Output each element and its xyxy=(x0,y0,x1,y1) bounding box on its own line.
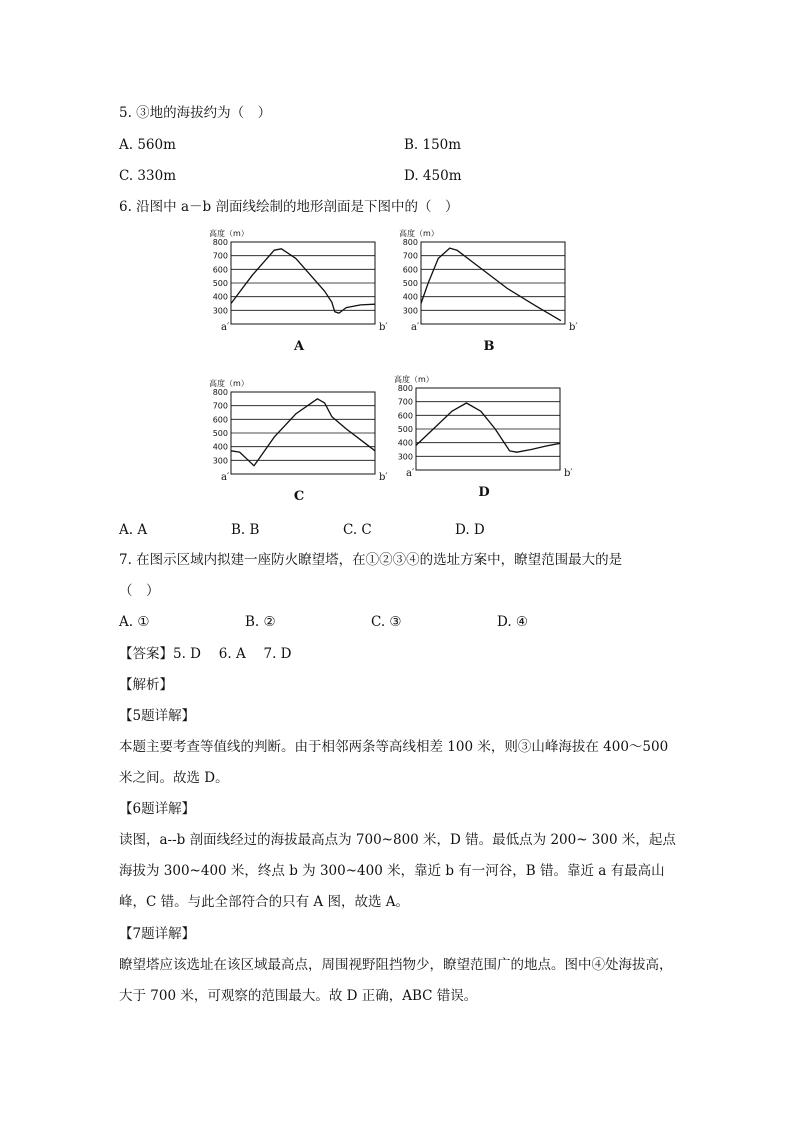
data-point xyxy=(281,248,282,249)
data-point xyxy=(466,403,467,404)
q6-detail-heading: 【6题详解】 xyxy=(119,801,196,817)
q7-option-c: C. ③ xyxy=(371,614,402,630)
tick-label: 600 xyxy=(402,265,418,275)
axis-title: 高度（m） xyxy=(209,229,249,238)
end-label: b′ xyxy=(379,472,388,483)
tick-label: 700 xyxy=(212,251,228,261)
data-point xyxy=(495,429,496,430)
tick-label: 800 xyxy=(212,238,228,247)
data-point xyxy=(295,258,296,259)
tick-label: 600 xyxy=(397,411,413,421)
data-point xyxy=(339,313,340,314)
q7-stem: 7. 在图示区域内拟建一座防火瞭望塔，在①②③④的选址方案中，瞭望范围最大的是 xyxy=(119,552,623,568)
data-point xyxy=(346,307,347,308)
profile-line xyxy=(231,249,375,313)
tick-label: 800 xyxy=(397,384,413,393)
tick-label: 400 xyxy=(212,442,228,452)
q6-option-b: B. B xyxy=(231,522,260,538)
chart-caption: C xyxy=(293,489,305,504)
tick-label: 500 xyxy=(402,279,418,288)
q6-option-c: C. C xyxy=(343,522,372,538)
data-point xyxy=(507,288,508,289)
q5-option-c: C. 330m xyxy=(119,168,176,184)
data-point xyxy=(254,465,255,466)
end-label: b′ xyxy=(569,322,578,333)
tick-label: 700 xyxy=(212,401,228,411)
tick-label: 400 xyxy=(397,438,413,448)
data-point xyxy=(421,303,422,304)
data-point xyxy=(231,303,232,304)
profile-chart-d xyxy=(390,372,573,502)
data-point xyxy=(239,452,240,453)
start-label: a′ xyxy=(221,322,230,333)
data-point xyxy=(560,320,561,321)
end-label: b′ xyxy=(379,322,388,333)
tick-label: 300 xyxy=(402,306,418,316)
data-point xyxy=(360,439,361,440)
q7-option-d: D. ④ xyxy=(497,614,529,630)
data-point xyxy=(416,445,417,446)
tick-label: 400 xyxy=(402,292,418,302)
data-point xyxy=(324,403,325,404)
tick-label: 300 xyxy=(212,456,228,466)
answer-line: 【答案】5. D 6. A 7. D xyxy=(119,646,292,662)
tick-label: 800 xyxy=(402,238,418,247)
axis-title: 高度（m） xyxy=(394,375,434,384)
data-point xyxy=(295,414,296,415)
tick-label: 700 xyxy=(402,251,418,261)
profile-chart-a xyxy=(205,226,388,356)
data-point xyxy=(433,429,434,430)
data-point xyxy=(478,266,479,267)
data-point xyxy=(452,411,453,412)
start-label: a′ xyxy=(221,472,230,483)
data-point xyxy=(331,302,332,303)
data-point xyxy=(317,398,318,399)
q5-detail-heading: 【5题详解】 xyxy=(119,708,196,724)
tick-label: 300 xyxy=(212,306,228,316)
data-point xyxy=(516,452,517,453)
data-point xyxy=(560,443,561,444)
tick-label: 700 xyxy=(397,397,413,407)
q7-stem-cont: （ ） xyxy=(119,583,160,599)
data-point xyxy=(449,248,450,249)
data-point xyxy=(310,274,311,275)
tick-label: 600 xyxy=(212,415,228,425)
q7-option-b: B. ② xyxy=(245,614,276,630)
tick-label: 800 xyxy=(212,388,228,397)
tick-label: 300 xyxy=(397,452,413,462)
data-point xyxy=(259,457,260,458)
data-point xyxy=(457,250,458,251)
data-point xyxy=(252,274,253,275)
end-label: b′ xyxy=(564,468,573,479)
q6-option-a: A. A xyxy=(119,522,148,538)
q7-detail-text: 瞭望塔应该选址在该区域最高点，周围视野阻挡物少，瞭望范围广的地点。图中④处海拔高，大于 700 米，可观察的范围最大。故 D 正确，ABC 错误。 xyxy=(119,957,673,1004)
axis-title: 高度（m） xyxy=(399,229,439,238)
data-point xyxy=(480,411,481,412)
profile-line xyxy=(416,403,560,452)
data-point xyxy=(334,311,335,312)
analysis-heading: 【解析】 xyxy=(119,677,173,693)
chart-caption: D xyxy=(478,485,490,500)
q6-detail-text: 读图，a--b 剖面线经过的海拔最高点为 700~800 米，D 错。最低点为 200~ 300 米，起点海拔为 300~400 米，终点 b 为 300~400 米，靠近 b 有一河谷，B 错。靠近 a 有最高山峰，C 错。与此全部符合的只有 A 图，故选 A。 xyxy=(119,832,676,910)
data-point xyxy=(545,446,546,447)
q5-detail-text: 本题主要考查等值线的判断。由于相邻两条等高线相差 100 米，则③山峰海拔在 400～500 米之间。故选 D。 xyxy=(119,739,669,786)
data-point xyxy=(274,250,275,251)
chart-caption: A xyxy=(293,339,305,354)
tick-label: 600 xyxy=(212,265,228,275)
data-point xyxy=(438,258,439,259)
data-point xyxy=(324,291,325,292)
profile-line xyxy=(231,399,375,466)
q7-option-a: A. ① xyxy=(119,614,150,630)
data-point xyxy=(360,305,361,306)
q6-stem: 6. 沿图中 a－b 剖面线绘制的地形剖面是下图中的（ ） xyxy=(119,199,459,215)
data-point xyxy=(428,283,429,284)
tick-label: 400 xyxy=(212,292,228,302)
data-point xyxy=(531,449,532,450)
data-point xyxy=(331,416,332,417)
q7-detail-heading: 【7题详解】 xyxy=(119,926,196,942)
data-point xyxy=(231,450,232,451)
start-label: a′ xyxy=(411,322,420,333)
q5-option-a: A. 560m xyxy=(119,137,176,153)
q5-stem: 5. ③地的海拔约为（ ） xyxy=(119,105,272,121)
data-point xyxy=(536,306,537,307)
start-label: a′ xyxy=(406,468,415,479)
data-point xyxy=(509,451,510,452)
data-point xyxy=(346,429,347,430)
data-point xyxy=(375,450,376,451)
tick-label: 500 xyxy=(212,429,228,438)
axis-title: 高度（m） xyxy=(209,379,249,388)
data-point xyxy=(248,460,249,461)
q6-option-d: D. D xyxy=(455,522,485,538)
data-point xyxy=(238,294,239,295)
profile-line xyxy=(421,248,561,321)
data-point xyxy=(375,304,376,305)
chart-caption: B xyxy=(483,339,495,354)
profile-chart-b xyxy=(395,226,578,356)
profile-chart-c xyxy=(205,376,388,506)
data-point xyxy=(274,437,275,438)
q5-option-b: B. 150m xyxy=(404,137,462,153)
tick-label: 500 xyxy=(212,279,228,288)
tick-label: 500 xyxy=(397,425,413,434)
q5-option-d: D. 450m xyxy=(404,168,462,184)
